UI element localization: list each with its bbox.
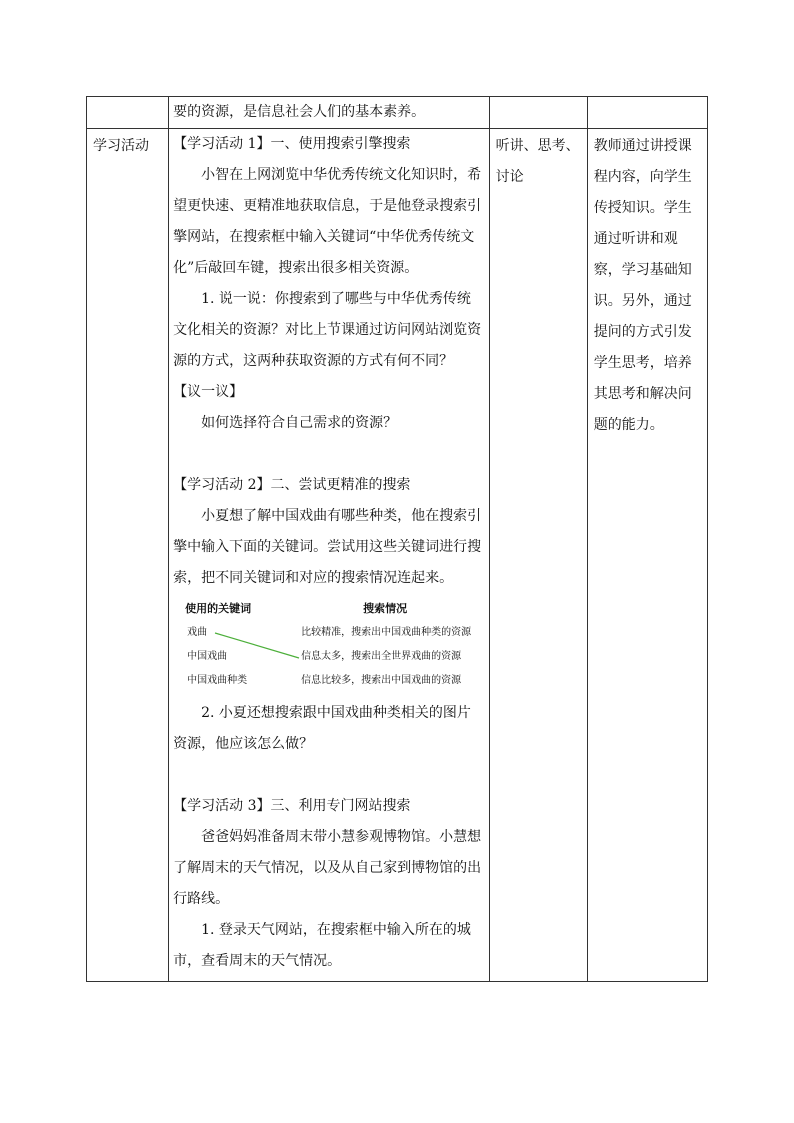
lesson-plan-table <box>86 96 708 982</box>
table-row <box>87 97 708 129</box>
table-cell <box>587 97 707 129</box>
keyword-item: 中国戏曲 <box>187 651 228 662</box>
activity-3-task: 1. 登录天气网站，在搜索框中输入所在的城市，查看周末的天气情况。 <box>173 922 471 969</box>
discuss-heading: 【议一议】 <box>173 384 244 400</box>
activity-3-paragraph: 爸爸妈妈准备周末带小慧参观博物馆。小慧想了解周末的天气情况，以及从自己家到博物馆的出行路线。 <box>173 829 482 907</box>
table-cell <box>87 97 169 129</box>
activity-1-question: 1. 说一说：你搜索到了哪些与中华优秀传统文化相关的资源？对比上节课通过访问网站浏览资源的方式，这两种获取资源的方式有何不同？ <box>173 291 482 369</box>
table-cell <box>169 97 490 129</box>
match-line <box>215 633 299 658</box>
keyword-item: 戏曲 <box>187 627 208 638</box>
table-cell <box>489 97 587 129</box>
keyword-matching-figure <box>173 602 485 694</box>
design-intent: 教师通过讲授课程内容，向学生传授知识。学生通过听讲和观察，学习基础知识。另外，通过提问的方式引发学生思考，培养其思考和解决问题的能力。 <box>587 129 707 982</box>
result-item: 比较精准，搜索出中国戏曲种类的资源 <box>301 627 472 638</box>
activity-1-heading: 【学习活动 1】一、使用搜索引擎搜索 <box>173 136 411 152</box>
keyword-item: 中国戏曲种类 <box>187 675 248 686</box>
row-label: 学习活动 <box>87 129 169 982</box>
keyword-column-header: 使用的关键词 <box>185 602 252 615</box>
cell-text: 要的资源，是信息社会人们的基本素养。 <box>173 104 426 120</box>
table-row <box>87 129 708 982</box>
activity-2-paragraph: 小夏想了解中国戏曲有哪些种类，他在搜索引擎中输入下面的关键词。尝试用这些关键词进行搜索，把不同关键词和对应的搜索情况连起来。 <box>173 508 482 586</box>
activity-content <box>169 129 490 982</box>
student-activity: 听讲、思考、讨论 <box>489 129 587 982</box>
activity-2-question: 2. 小夏还想搜索跟中国戏曲种类相关的图片资源，他应该怎么做？ <box>173 705 471 752</box>
discuss-question: 如何选择符合自己需求的资源？ <box>201 415 398 431</box>
activity-2-heading: 【学习活动 2】二、尝试更精准的搜索 <box>173 477 411 493</box>
activity-1-paragraph: 小智在上网浏览中华优秀传统文化知识时，希望更快速、更精准地获取信息，于是他登录搜索引擎网站，在搜索框中输入关键词“中华优秀传统文化”后敲回车键，搜索出很多相关资源。 <box>173 167 482 276</box>
result-item: 信息太多，搜索出全世界戏曲的资源 <box>301 651 462 662</box>
result-item: 信息比较多，搜索出中国戏曲的资源 <box>301 675 462 686</box>
result-column-header: 搜索情况 <box>363 602 408 615</box>
activity-3-heading: 【学习活动 3】三、利用专门网站搜索 <box>173 798 411 814</box>
